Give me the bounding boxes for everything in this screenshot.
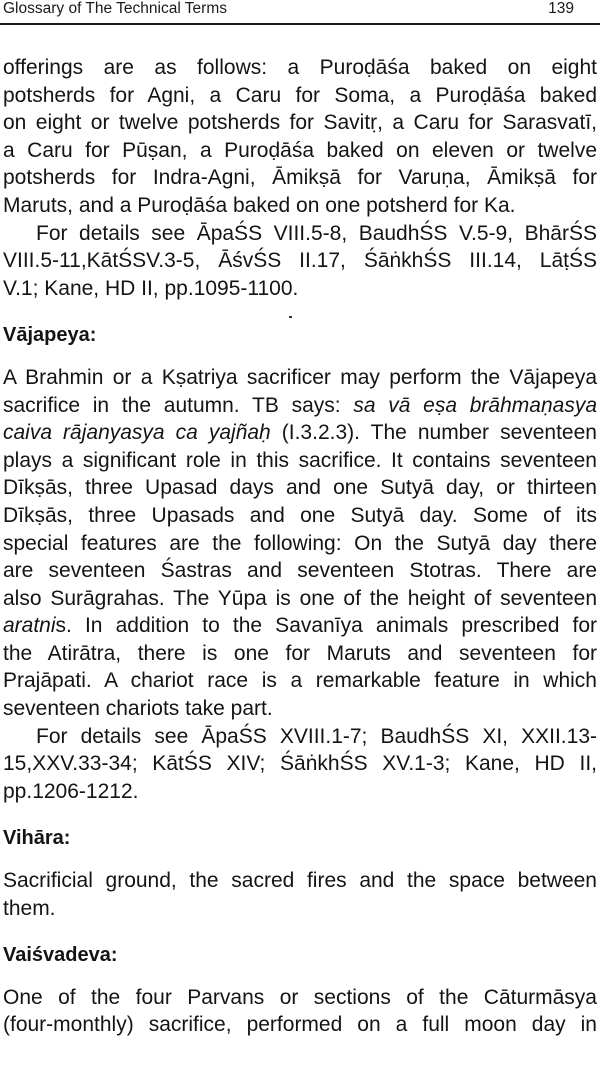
text-line: are seventeen Śastras and seventeen Stotras. There are bbox=[3, 559, 597, 583]
text-line: VIII.5-11,KātŚSV.3-5, ĀśvŚS II.17, ŚāṅkhŚS III.14, LāṭŚS bbox=[3, 249, 597, 273]
text-line: Maruts, and a Puroḍāśa baked on one potsherd for Ka. bbox=[3, 193, 516, 217]
text-line: A Brahmin or a Kṣatriya sacrificer may perform the Vājapeya bbox=[3, 365, 597, 389]
italic-quote: caiva rājanyasya ca yajñaḥ bbox=[3, 421, 271, 445]
text-line: For details see ĀpaŚS XVIII.1-7; BaudhŚS XI, XXII.13- bbox=[36, 724, 597, 748]
intro-paragraph bbox=[3, 54, 597, 220]
text-line: (four-monthly) sacrifice, performed on a full moon day in bbox=[3, 1013, 597, 1037]
text-line bbox=[3, 612, 597, 640]
text-line: potsherds for Indra-Agni, Āmikṣā for Varuṇa, Āmikṣā for bbox=[3, 166, 597, 190]
running-header-title: Glossary of The Technical Terms bbox=[3, 0, 227, 17]
text-line: 15,XXV.33-34; KātŚS XIV; ŚāṅkhŚS XV.1-3; Kane, HD II, bbox=[3, 752, 597, 776]
text-line: special features are the following: On the Sutyā day there bbox=[3, 531, 597, 555]
text-line: pp.1206-1212. bbox=[3, 779, 139, 803]
page-number: 139 bbox=[548, 0, 574, 17]
text-line: Prajāpati. A chariot race is a remarkable feature in which bbox=[3, 669, 597, 693]
text-line: a Caru for Pūṣan, a Puroḍāśa baked on eleven or twelve bbox=[3, 138, 597, 162]
text-line: For details see ĀpaŚS VIII.5-8, BaudhŚS V.5-9, BhārŚS bbox=[36, 221, 597, 245]
page-body bbox=[3, 54, 597, 1039]
text-line: Dīkṣās, three Upasad days and one Sutyā day, or thirteen bbox=[3, 476, 597, 500]
entry-definition-vaisvadeva bbox=[3, 984, 597, 1039]
text-line: Dīkṣās, three Upasads and one Sutyā day. Some of its bbox=[3, 503, 597, 527]
intro-details bbox=[3, 220, 597, 303]
entry-heading-vihara: Vihāra: bbox=[3, 827, 71, 850]
text-line: plays a significant role in this sacrifice. It contains seventeen bbox=[3, 448, 597, 472]
text-line bbox=[3, 419, 597, 447]
text-line: the Atirātra, there is one for Maruts and seventeen for bbox=[3, 641, 597, 665]
header-rule bbox=[0, 23, 600, 25]
entry-heading-vaisvadeva: Vaiśvadeva: bbox=[3, 944, 118, 967]
text-line: on eight or twelve potsherds for Savitṛ, a Caru for Sarasvatī, bbox=[3, 111, 597, 135]
text-line: them. bbox=[3, 896, 56, 920]
text-line: also Surāgrahas. The Yūpa is one of the height of seventeen bbox=[3, 586, 597, 610]
italic-term: aratni bbox=[3, 614, 56, 638]
entry-definition-vihara bbox=[3, 867, 597, 922]
text-line: Sacrificial ground, the sacred fires and the space between bbox=[3, 869, 597, 893]
entry-heading-vajapeya: Vājapeya: bbox=[3, 324, 97, 347]
text-line: One of the four Parvans or sections of the Cāturmāsya bbox=[3, 985, 597, 1009]
text-line: offerings are as follows: a Puroḍāśa baked on eight bbox=[3, 56, 597, 79]
text-line bbox=[3, 392, 597, 420]
text-line: potsherds for Agni, a Caru for Soma, a Puroḍāśa baked bbox=[3, 83, 597, 107]
entry-details-vajapeya bbox=[3, 723, 597, 806]
text-run: (I.3.2.3). The number seventeen bbox=[270, 421, 597, 445]
text-line: seventeen chariots take part. bbox=[3, 697, 273, 721]
text-run: sacrifice in the autumn. TB says: bbox=[3, 393, 354, 417]
text-run: s. In addition to the Savanīya animals prescribed for bbox=[55, 614, 597, 638]
entry-definition-vajapeya bbox=[3, 364, 597, 723]
scan-speck bbox=[289, 316, 292, 318]
running-header bbox=[3, 0, 574, 22]
italic-quote: sa vā eṣa brāhmaṇasya bbox=[353, 393, 597, 417]
text-line: V.1; Kane, HD II, pp.1095-1100. bbox=[3, 276, 299, 300]
